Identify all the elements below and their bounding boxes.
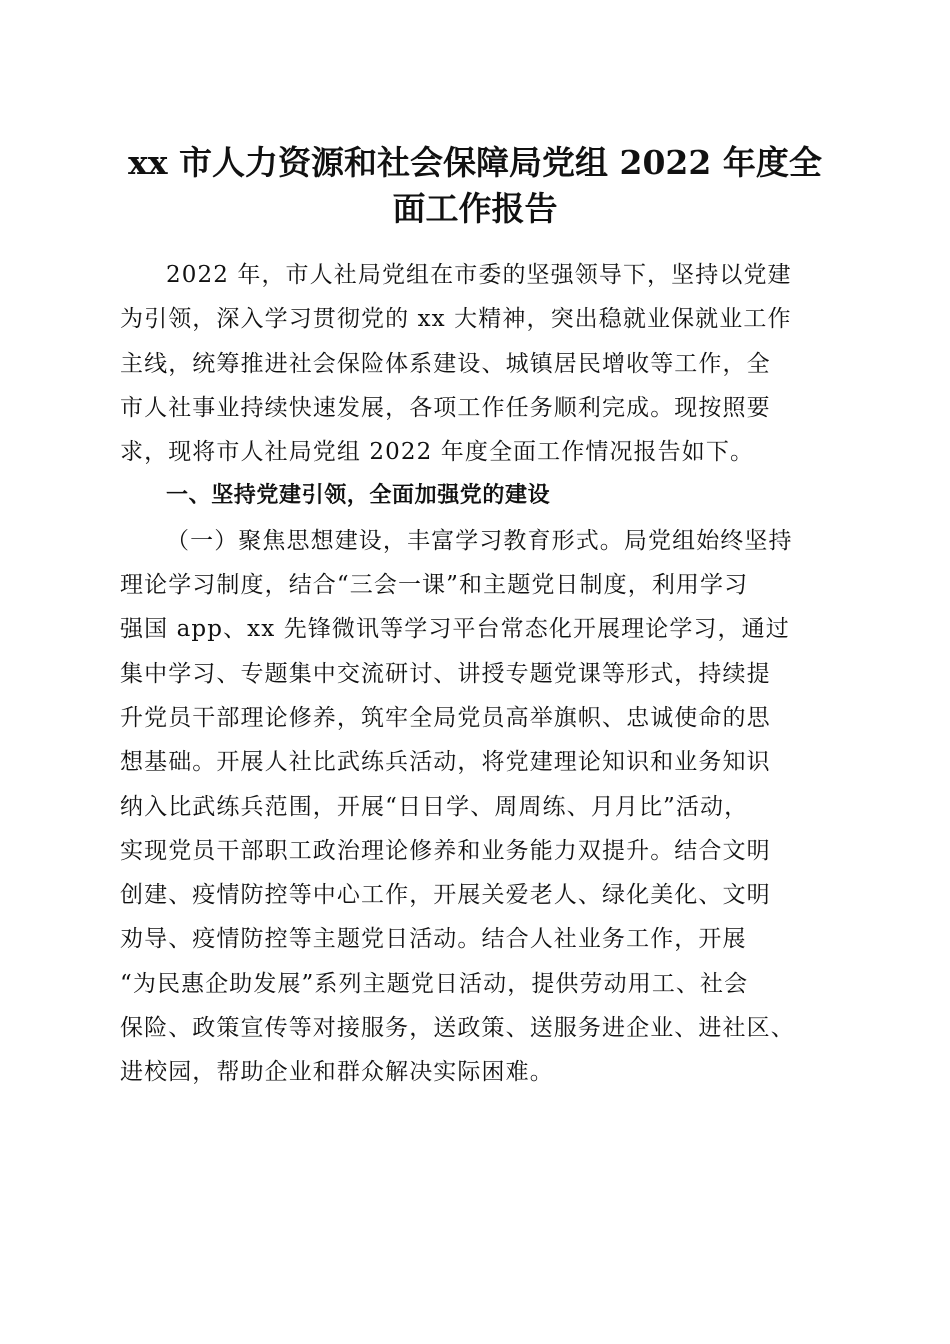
paragraph-line: 求，现将市人社局党组 2022 年度全面工作情况报告如下。: [120, 439, 755, 466]
paragraph-line: 为引领，深入学习贯彻党的 xx 大精神，突出稳就业保就业工作: [120, 306, 792, 333]
paragraph-line: 升党员干部理论修养，筑牢全局党员高举旗帜、忠诚使命的思: [120, 704, 771, 731]
paragraph-line: （一）聚焦思想建设，丰富学习教育形式。局党组始终坚持: [166, 527, 793, 554]
paragraph-line: 2022 年，市人社局党组在市委的坚强领导下，坚持以党建: [166, 262, 792, 288]
document-title: [100, 140, 850, 232]
paragraph-line: 想基础。开展人社比武练兵活动，将党建理论知识和业务知识: [120, 749, 771, 776]
paragraph-line: 集中学习、专题集中交流研讨、讲授专题党课等形式，持续提: [120, 660, 771, 687]
subsection-paragraph: [120, 519, 840, 1095]
title-line: 面工作报告: [392, 189, 558, 228]
paragraph-line: 劝导、疫情防控等主题党日活动。结合人社业务工作，开展: [120, 926, 747, 953]
paragraph-line: 进校园，帮助企业和群众解决实际困难。: [120, 1059, 554, 1086]
paragraph-line: 主线，统筹推进社会保险体系建设、城镇居民增收等工作，全: [120, 350, 771, 377]
title-line: xx 市人力资源和社会保障局党组 2022 年度全: [128, 143, 822, 182]
paragraph-line: 创建、疫情防控等中心工作，开展关爱老人、绿化美化、文明: [120, 882, 771, 909]
document-body: [120, 253, 840, 1095]
paragraph-line: 理论学习制度，结合“三会一课”和主题党日制度，利用学习: [120, 572, 749, 599]
paragraph-line: 强国 app、xx 先锋微讯等学习平台常态化开展理论学习，通过: [120, 616, 790, 643]
paragraph-line: 保险、政策宣传等对接服务，送政策、送服务进企业、进社区、: [120, 1015, 795, 1042]
section-heading: 一、坚持党建引领，全面加强党的建设: [166, 483, 551, 509]
paragraph-line: 纳入比武练兵范围，开展“日日学、周周练、月月比”活动，: [120, 793, 749, 820]
intro-paragraph: [120, 253, 840, 474]
paragraph-line: “为民惠企助发展”系列主题党日活动，提供劳动用工、社会: [120, 970, 749, 997]
paragraph-line: 市人社事业持续快速发展，各项工作任务顺利完成。现按照要: [120, 394, 771, 421]
paragraph-line: 实现党员干部职工政治理论修养和业务能力双提升。结合文明: [120, 837, 771, 864]
